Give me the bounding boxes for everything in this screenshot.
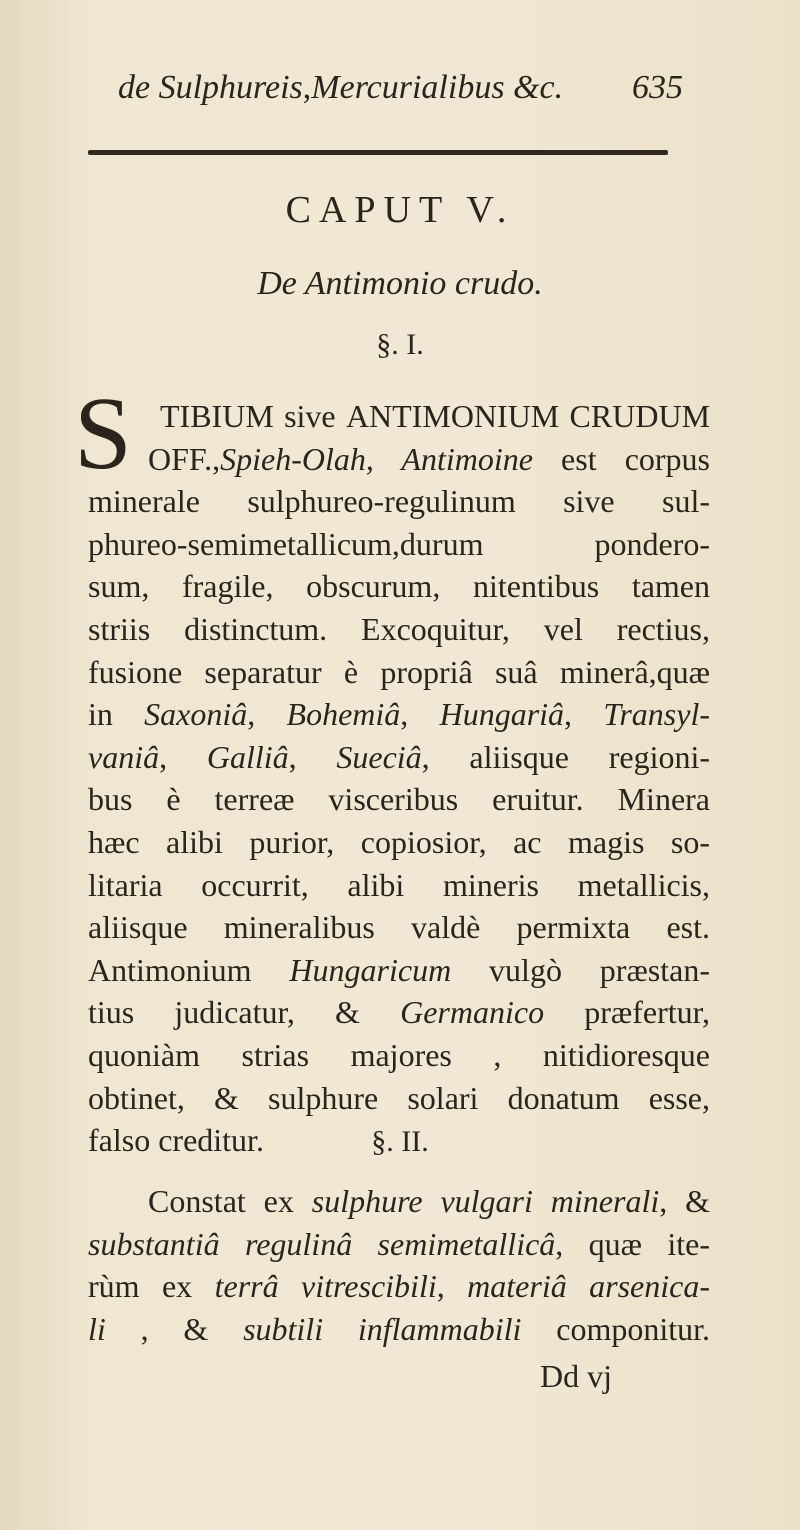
running-title-a: de Sulphureis bbox=[118, 69, 303, 106]
section-mark-1: §. I. bbox=[376, 328, 424, 361]
text-line: minerale sulphureo-regulinum sive sul- bbox=[88, 483, 710, 520]
text-line: Antimonium Hungaricum vulgò præstan- bbox=[88, 951, 710, 988]
running-header bbox=[118, 68, 683, 108]
text-line: obtinet, & sulphure solari donatum esse, bbox=[88, 1079, 710, 1116]
chapter-subtitle: De Antimonio crudo. bbox=[257, 265, 543, 302]
text-line: in Saxoniâ, Bohemiâ, Hungariâ, Transyl- bbox=[88, 696, 710, 733]
paragraph-2 bbox=[88, 1180, 710, 1350]
text-line: aliisque mineralibus valdè permixta est. bbox=[88, 909, 710, 946]
running-title-b: Mercurialibus &c. bbox=[311, 69, 564, 106]
text-line: substantiâ regulinâ semimetallicâ, quæ ite- bbox=[88, 1225, 711, 1262]
paragraph-1 bbox=[88, 395, 710, 1162]
catchword: Dd vj bbox=[540, 1358, 612, 1394]
text-line: litaria occurrit, alibi mineris metallicis, bbox=[88, 866, 710, 903]
text-line: TIBIUM sive ANTIMONIUM CRUDUM bbox=[160, 398, 711, 434]
text-line: sum, fragile, obscurum, nitentibus tamen bbox=[88, 568, 710, 605]
text-line: fusione separatur è propriâ suâ minerâ,quæ bbox=[88, 653, 710, 690]
text-line: li , & subtili inflammabili componitur. bbox=[88, 1310, 710, 1347]
text-line: bus è terreæ visceribus eruitur. Minera bbox=[88, 781, 710, 818]
text-line: tius judicatur, & Germanico præfertur, bbox=[88, 994, 711, 1031]
text-line: falso creditur. bbox=[88, 1122, 264, 1159]
text-line: rùm ex terrâ vitrescibili, materiâ arsenica- bbox=[88, 1268, 711, 1305]
section-mark-2: §. II. bbox=[371, 1125, 429, 1158]
running-title-sep: , bbox=[302, 69, 312, 106]
chapter-heading: CAPUT V. bbox=[285, 189, 515, 231]
text-line: vaniâ, Galliâ, Sueciâ, aliisque regioni- bbox=[88, 738, 710, 775]
text-line: Constat ex sulphure vulgari minerali, & bbox=[148, 1183, 711, 1219]
text-line: phureo-semimetallicum,durum pondero- bbox=[88, 525, 710, 562]
header-rule bbox=[88, 150, 668, 155]
text-line: striis distinctum. Excoquitur, vel rectius, bbox=[88, 610, 710, 647]
text-line: quoniàm strias majores , nitidioresque bbox=[88, 1036, 710, 1073]
page-number: 635 bbox=[632, 69, 683, 106]
drop-cap: S bbox=[74, 376, 132, 491]
text-line: hæc alibi purior, copiosior, ac magis so- bbox=[88, 823, 710, 860]
text-line: OFF.,Spieh-Olah, Antimoine est corpus bbox=[148, 440, 711, 477]
